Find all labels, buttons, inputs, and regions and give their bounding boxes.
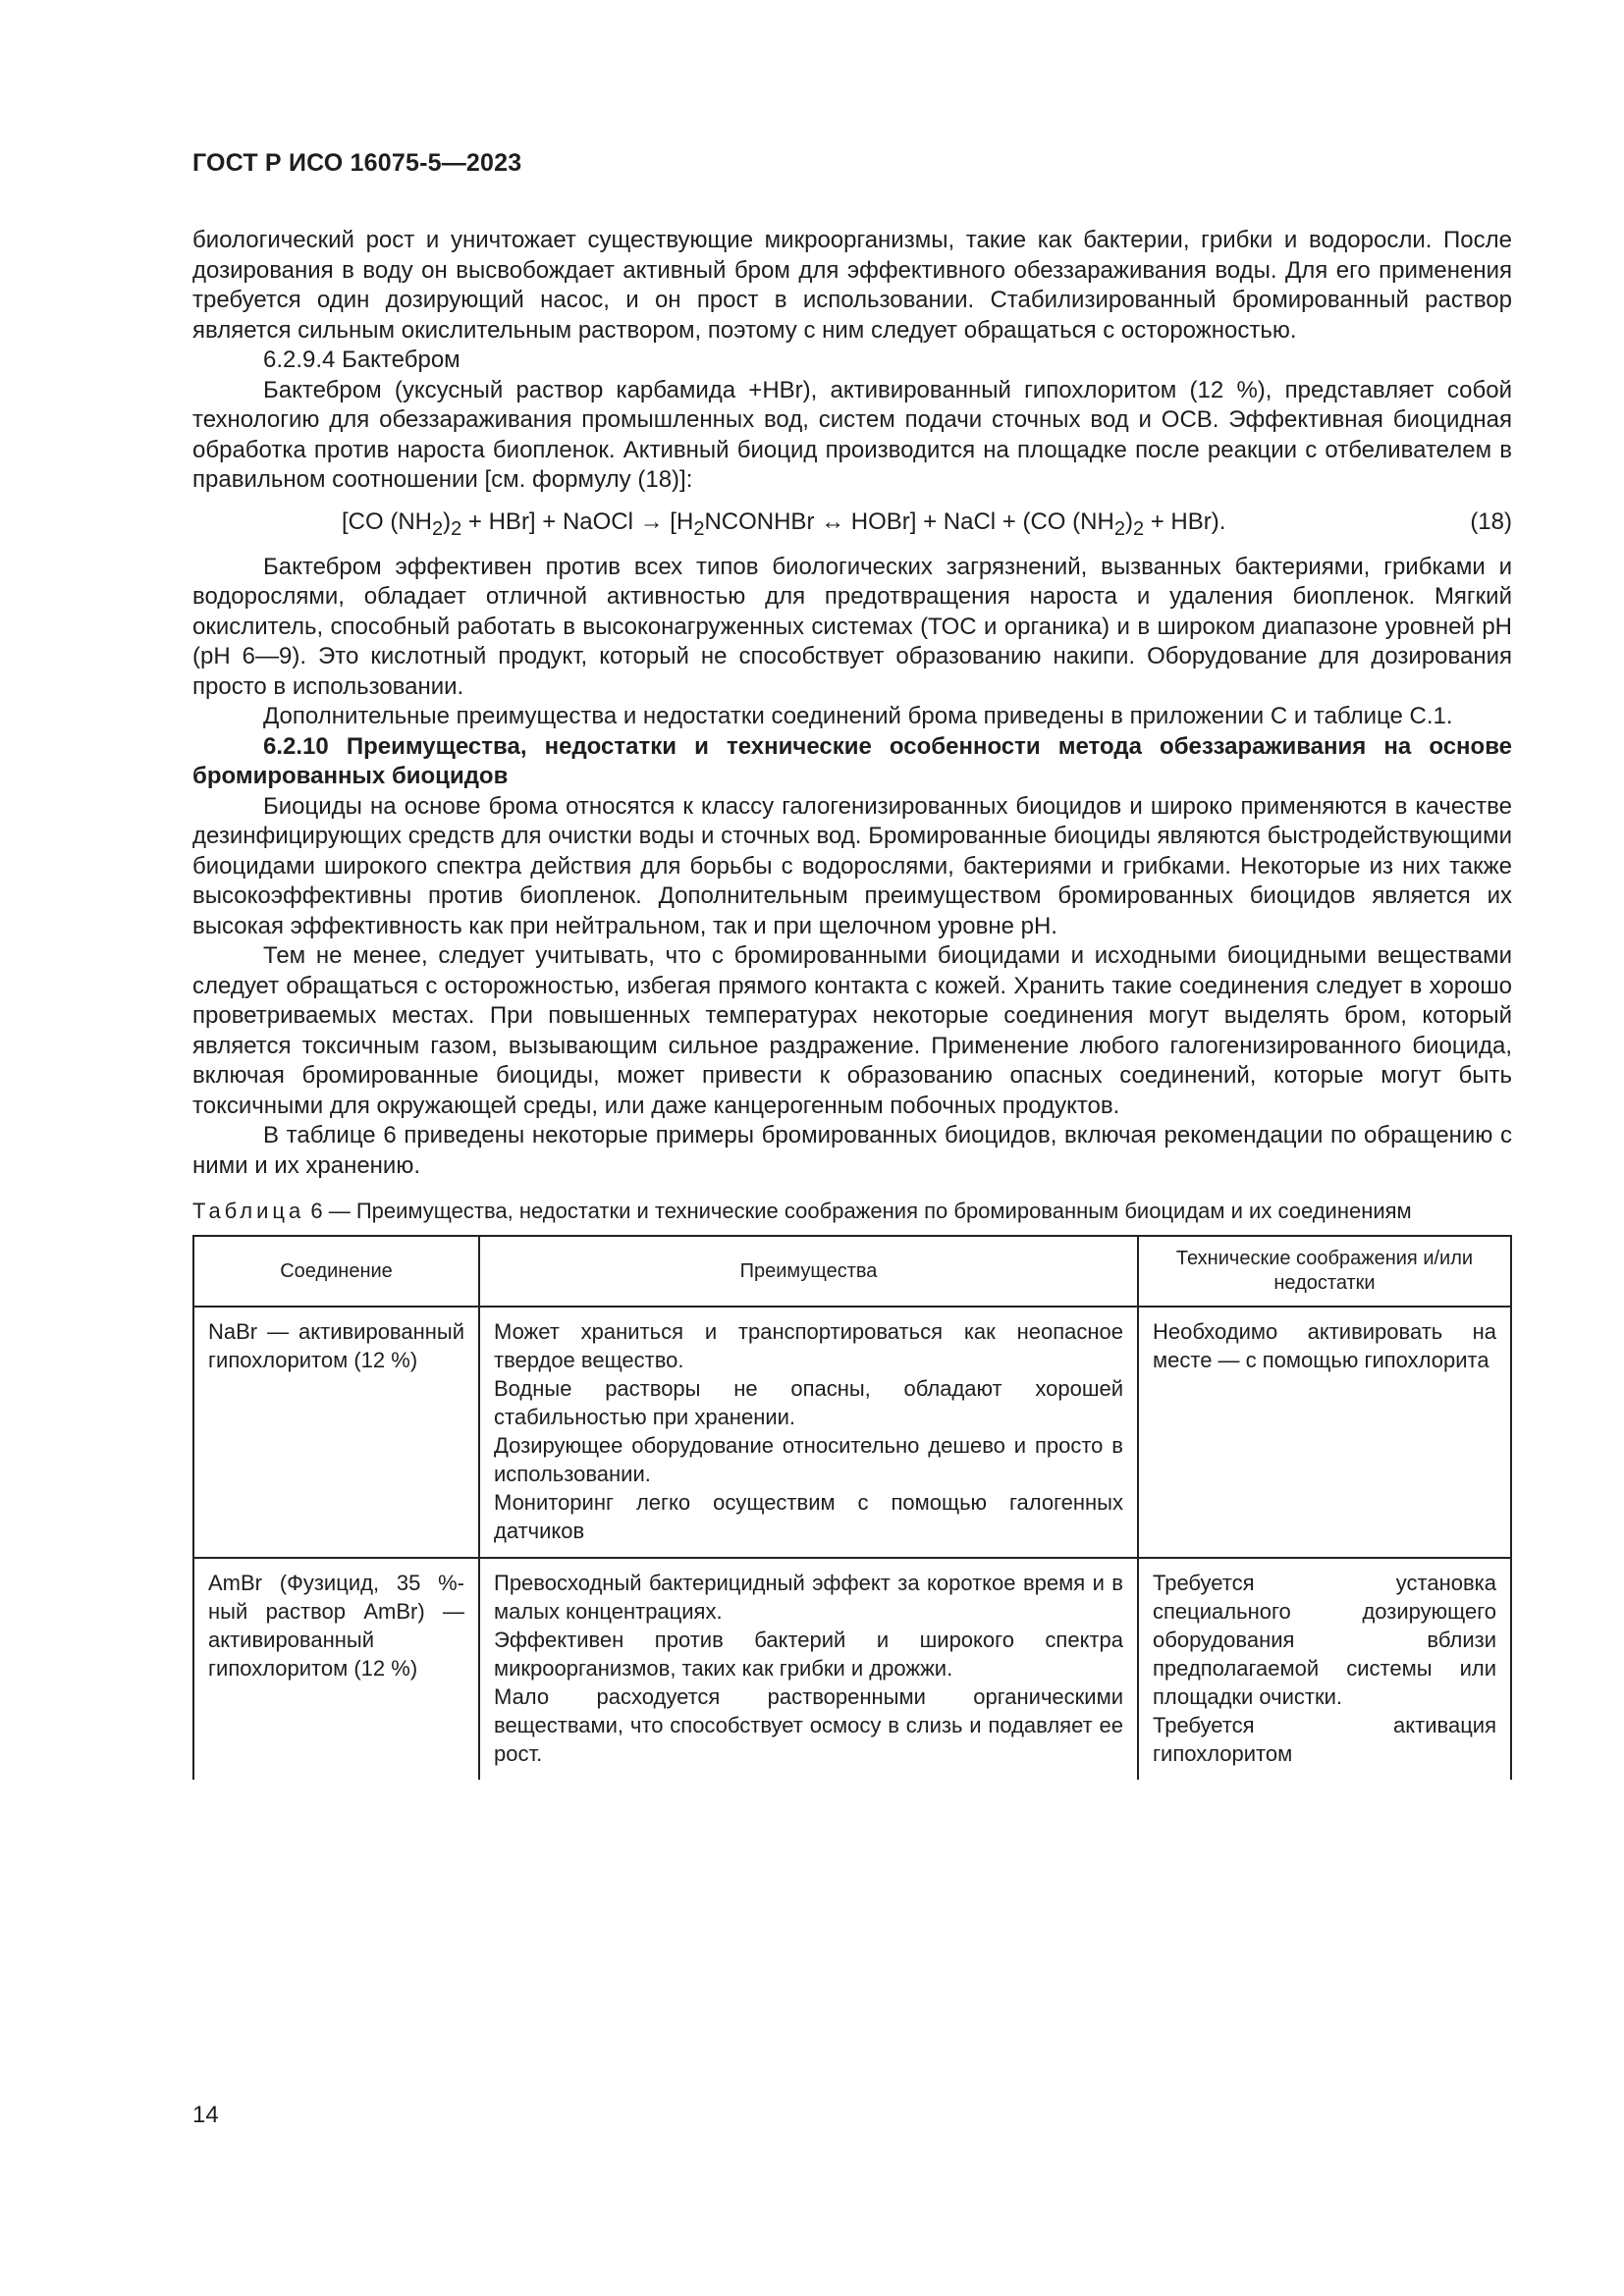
section-heading: 6.2.10 Преимущества, недостатки и технические особенности метода обеззараживания на основе бромированных биоцидов bbox=[192, 732, 1512, 789]
column-header: Преимущества bbox=[479, 1236, 1138, 1307]
body-text bbox=[192, 226, 1512, 1780]
page-number: 14 bbox=[192, 2102, 219, 2128]
paragraph: Бактебром (уксусный раствор карбамида +HBr), активированный гипохлоритом (12 %), представляет собой технологию для обеззараживания промышленных вод, систем подачи сточных вод и ОСВ. Эффективная биоцидная обработка против нароста биопленок. Активный биоцид производится на площадке после реакции с отбеливателем в правильном соотношении [см. формулу (18)]: bbox=[192, 376, 1512, 493]
paragraph: биологический рост и уничтожает существующие микроорганизмы, такие как бактерии, грибки и водоросли. После дозирования в воду он высвобождает активный бром для эффективного обеззараживания воды. Для его применения требуется один дозирующий насос, и он прост в использовании. Стабилизированный бромированный раствор является сильным окислительным раствором, поэтому с ним следует обращаться с осторожностью. bbox=[192, 227, 1512, 344]
table-row bbox=[193, 1558, 1511, 1780]
advantages-cell bbox=[479, 1307, 1138, 1558]
advantages-cell bbox=[479, 1558, 1138, 1780]
document-title: ГОСТ Р ИСО 16075-5—2023 bbox=[192, 149, 522, 177]
table-caption-label: Таблица bbox=[192, 1199, 305, 1223]
table-caption bbox=[192, 1197, 1512, 1225]
cell-line: Необходимо активировать на месте — с помощью гипохлорита bbox=[1153, 1319, 1496, 1372]
compound-cell: AmBr (Фузицид, 35 %-ный раствор AmBr) — активированный гипохлоритом (12 %) bbox=[193, 1558, 479, 1780]
paragraph: Тем не менее, следует учитывать, что с бромированными биоцидами и исходными биоцидными веществами следует обращаться с осторожностью, избегая прямого контакта с кожей. Хранить такие соединения следует в хорошо проветриваемых местах. При повышенных температурах некоторые соединения могут выделять бром, который является токсичным газом, вызывающим сильное раздражение. Применение любого галогенизированного биоцида, включая бромированные биоциды, может привести к образованию опасных соединений, которые могут быть токсичными для окружающей среды, или даже канцерогенным побочных продуктов. bbox=[192, 942, 1512, 1119]
subsection-title: 6.2.9.4 Бактебром bbox=[263, 347, 460, 373]
cell-line: Дозирующее оборудование относительно дешево и просто в использовании. bbox=[494, 1433, 1123, 1486]
column-header: Соединение bbox=[193, 1236, 479, 1307]
biocides-table bbox=[192, 1235, 1512, 1780]
column-header: Технические соображения и/или недостатки bbox=[1138, 1236, 1511, 1307]
considerations-cell bbox=[1138, 1307, 1511, 1558]
table-header-row bbox=[193, 1236, 1511, 1307]
table-row bbox=[193, 1307, 1511, 1558]
cell-line: Требуется активация гипохлоритом bbox=[1153, 1713, 1496, 1766]
formula-expression: [CO $(NH_2)_2 + HBr$] + NaOCl → [$H_2NCONHBr$ ↔ HOBr] + NaCl + (CO $(NH_2)_2 + HBr$). bbox=[342, 507, 1226, 540]
cell-line: Водные растворы не опасны, обладают хорошей стабильностью при хранении. bbox=[494, 1376, 1123, 1429]
formula-number: (18) bbox=[1470, 507, 1512, 535]
paragraph: Биоциды на основе брома относятся к классу галогенизированных биоцидов и широко применяются в качестве дезинфицирующих средств для очистки воды и сточных вод. Бромированные биоциды являются быстродействующими биоцидами широкого спектра действия для борьбы с водорослями, бактериями и грибками. Некоторые из них также высокоэффективны против биопленок. Дополнительным преимуществом бромированных биоцидов является их высокая эффективность как при нейтральном, так и при щелочном уровне pH. bbox=[192, 792, 1512, 939]
cell-line: Требуется установка специального дозирующего оборудования вблизи предполагаемой системы или площадки очистки. bbox=[1153, 1571, 1496, 1709]
paragraph: Бактебром эффективен против всех типов биологических загрязнений, вызванных бактериями, грибками и водорослями, обладает отличной активностью для предотвращения нароста и удаления биопленок. Мягкий окислитель, способный работать в высоконагруженных системах (ТОС и органика) и в широком диапазоне уровней pH (pH 6—9). Это кислотный продукт, который не способствует образованию накипи. Оборудование для дозирования просто в использовании. bbox=[192, 553, 1512, 700]
cell-line: Эффективен против бактерий и широкого спектра микроорганизмов, таких как грибки и дрожжи. bbox=[494, 1628, 1123, 1681]
cell-line: Превосходный бактерицидный эффект за короткое время и в малых концентрациях. bbox=[494, 1571, 1123, 1624]
paragraph: В таблице 6 приведены некоторые примеры бромированных биоцидов, включая рекомендации по обращению с ними и их хранению. bbox=[192, 1122, 1512, 1179]
cell-line: Мало расходуется растворенными органическими веществами, что способствует осмосу в слизь и подавляет ее рост. bbox=[494, 1684, 1123, 1766]
cell-line: Может храниться и транспортироваться как неопасное твердое вещество. bbox=[494, 1319, 1123, 1372]
table-caption-text: 6 — Преимущества, недостатки и технические соображения по бромированным биоцидам и их соединениям bbox=[304, 1199, 1412, 1223]
compound-cell: NaBr — активированный гипохлоритом (12 %) bbox=[193, 1307, 479, 1558]
paragraph: Дополнительные преимущества и недостатки соединений брома приведены в приложении С и таблице С.1. bbox=[263, 703, 1453, 729]
cell-line: Мониторинг легко осуществим с помощью галогенных датчиков bbox=[494, 1490, 1123, 1543]
considerations-cell bbox=[1138, 1558, 1511, 1780]
formula-18 bbox=[192, 504, 1512, 543]
